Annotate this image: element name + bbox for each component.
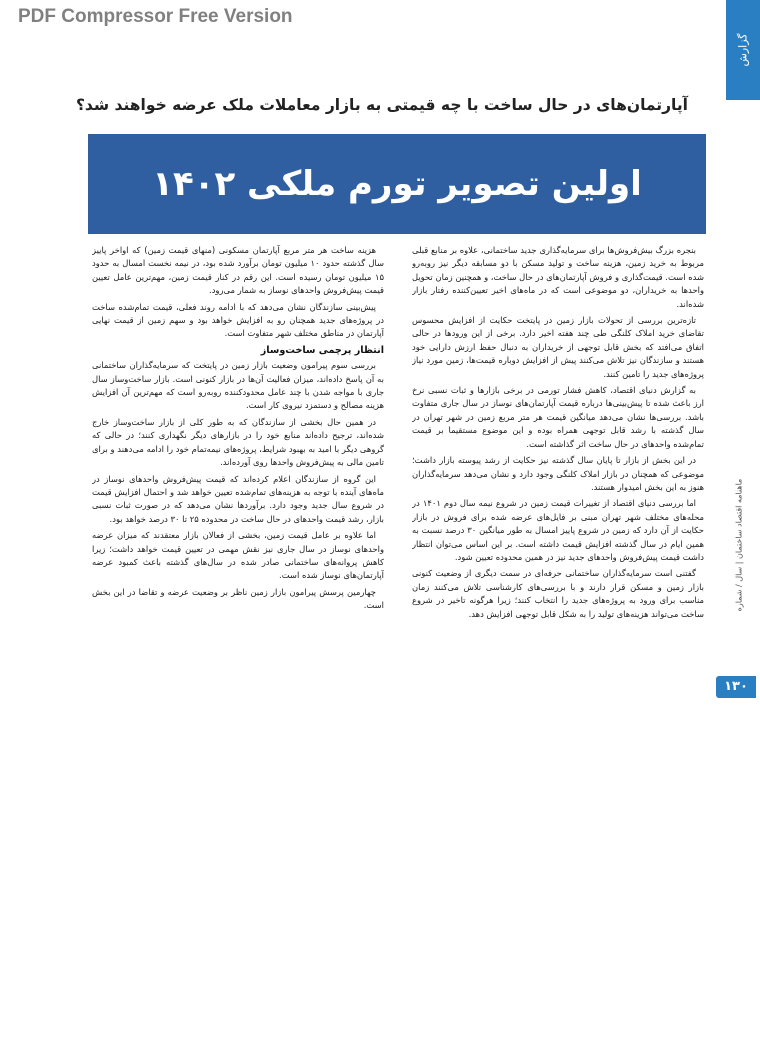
article-body [92,244,704,1016]
left-column [92,244,384,1016]
paragraph: در این بخش از بازار تا پایان سال گذشته نیز حکایت از رشد پیوسته بازار داشت؛ موضوعی که همچنان در بازار املاک کلنگی وجود دارد و نشان می‌دهد سرمایه‌گذاران هنوز به این بخش امیدوار هستند. [412,455,704,492]
watermark-text: PDF Compressor Free Version [18,6,293,27]
section-tab-label: گزارش [736,33,750,67]
article-headline: اولین تصویر تورم ملکی ۱۴۰۲ [152,164,642,204]
paragraph: به گزارش دنیای اقتصاد، کاهش فشار تورمی در برخی بازارها و ثبات نسبی نرخ ارز باعث شده تا پیش‌بینی‌ها درباره قیمت آپارتمان‌های نوساز در سال جاری متفاوت باشد. بررسی‌ها نشان می‌دهد میانگین قیمت هر متر مربع زمین در شهر تهران در سال گذشته با رشد قابل توجهی همراه بوده و این موضوع مستقیما بر قیمت تمام‌شده واحدهای در حال ساخت اثر گذاشته است. [412,385,704,449]
headline-banner [88,134,706,234]
article-kicker: آپارتمان‌های در حال ساخت با چه قیمتی به بازار معاملات ملک عرضه خواهند شد؟ [75,96,688,114]
section-tab [726,0,760,100]
paragraph: تازه‌ترین بررسی از تحولات بازار زمین در پایتخت حکایت از افزایش محسوس تقاضای خرید املاک کلنگی طی چند هفته اخیر دارد. برخی از این ورودها در حالی اتفاق می‌افتد که بخش قابل توجهی از خریداران به دنبال حفظ ارزش دارایی خود هستند و سازندگان نیز تلاش می‌کنند پیش از افزایش دوباره قیمت‌ها، زمین مورد نیاز پروژه‌های جدید را تامین کنند. [412,315,704,379]
paragraph: پیش‌بینی سازندگان نشان می‌دهد که با ادامه روند فعلی، قیمت تمام‌شده ساخت در پروژه‌های جدید همچنان رو به افزایش خواهد بود و سهم زمین از قیمت نهایی آپارتمان در مناطق مختلف شهر متفاوت است. [92,301,384,339]
paragraph: در همین حال بخشی از سازندگان که به طور کلی از بازار ساخت‌وساز خارج شده‌اند، ترجیح داده‌اند منابع خود را در بازارهای دیگر نگهداری کنند؛ در حالی که گروهی دیگر با امید به بهبود شرایط، پروژه‌های نیمه‌تمام خود را ادامه می‌دهند و برای تامین مالی به پیش‌فروش واحدها روی آورده‌اند. [92,416,384,468]
magazine-strip [732,430,746,660]
paragraph: اما علاوه بر عامل قیمت زمین، بخشی از فعالان بازار معتقدند که میزان عرضه واحدهای نوساز در سال جاری نیز نقش مهمی در تعیین قیمت خواهد داشت؛ زیرا کاهش پروانه‌های ساختمانی صادر شده در سال‌های گذشته باعث کمبود عرضه آپارتمان‌های نوساز شده است. [92,530,384,581]
page-number: ۱۳۰ [716,676,756,698]
paragraph: بنجره بزرگ بیش‌فروش‌ها برای سرمایه‌گذاری جدید ساختمانی، علاوه بر منابع قبلی مربوط به خرید زمین، هزینه ساخت و تولید مسکن با دو مسابقه دیگر نیز روبه‌رو شده است. قیمت‌گذاری و فروش آپارتمان‌های در حال ساخت، و همچنین زمان تحویل واحدها به خریداران، دو موضوعی است که در ماه‌های اخیر تعیین‌کننده رفتار بازار شده‌اند. [412,245,704,309]
section-heading: انتظار پرچمی ساخت‌وساز [260,344,384,356]
paragraph: این گروه از سازندگان اعلام کرده‌اند که قیمت پیش‌فروش واحدهای نوساز در ماه‌های آینده با توجه به هزینه‌های تمام‌شده تعیین خواهد شد و احتمال افزایش قیمت در شروع سال جدید وجود دارد. برآوردها نشان می‌دهد که در صورت ثبات نسبی بازار، رشد قیمت واحدهای در حال ساخت در محدوده ۲۵ تا ۳۰ درصد خواهد بود. [92,473,384,524]
paragraph: گفتنی است سرمایه‌گذاران ساختمانی حرفه‌ای در سمت دیگری از وضعیت کنونی بازار زمین و مسکن قرار دارند و با بررسی‌های کارشناسی تلاش می‌کنند زمان مناسب برای ورود به پروژه‌های جدید را انتخاب کنند؛ زیرا هرگونه تاخیر در شروع ساخت می‌تواند هزینه‌های تولید را به شکل قابل توجهی افزایش دهد. [412,568,704,619]
magazine-strip-label: ماهنامه اقتصاد ساختمان | سال / شماره [734,478,744,612]
right-column [412,244,704,1016]
paragraph: چهارمین پرسش پیرامون بازار زمین ناظر بر وضعیت عرضه و تقاضا در این بخش است. [92,586,384,611]
paragraph: بررسی سوم پیرامون وضعیت بازار زمین در پایتخت که سرمایه‌گذاران ساختمانی به آن پاسخ داده‌اند، میزان فعالیت آن‌ها در بازار کنونی است. بازار ساخت‌وساز سال جاری با مواجه شدن با چند عامل محدودکننده روبه‌رو است که مهم‌ترین آن افزایش هزینه مصالح و دستمزد نیروی کار است. [92,360,384,411]
paragraph: اما بررسی دنیای اقتصاد از تغییرات قیمت زمین در شروع نیمه سال دوم ۱۴۰۱ در محله‌های مختلف شهر تهران مبنی بر فایل‌های عرضه شده برای فروش در بازار حکایت از آن دارد که زمین در شروع پاییز امسال به طور میانگین ۳۰ درصد نسبت به همین ایام در سال گذشته افزایش قیمت داشته است. بر این اساس می‌توان انتظار داشت قیمت پیش‌فروش واحدهای جدید نیز در همین محدوده تعیین شود. [412,498,704,562]
paragraph: هزینه ساخت هر متر مربع آپارتمان مسکونی (منهای قیمت زمین) که اواخر پاییز سال گذشته حدود ۱۰ میلیون تومان برآورد شده بود، در نیمه نخست امسال به حدود ۱۵ میلیون تومان رسیده است. این رقم در کنار قیمت زمین، مهم‌ترین عامل تعیین قیمت پیش‌فروش واحدهای نوساز به شمار می‌رود. [92,245,384,296]
